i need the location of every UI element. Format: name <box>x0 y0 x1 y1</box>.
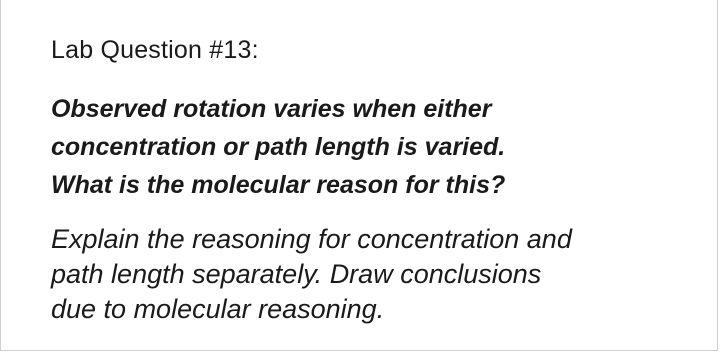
instruction-line: due to molecular reasoning. <box>51 294 385 324</box>
instruction-line: path length separately. Draw conclusions <box>51 259 542 289</box>
question-heading: Lab Question #13: <box>51 36 259 64</box>
question-line: Observed rotation varies when either <box>51 95 492 123</box>
instructions-text <box>51 222 701 327</box>
question-line: What is the molecular reason for this? <box>51 171 506 199</box>
question-text <box>51 90 671 204</box>
instruction-line: Explain the reasoning for concentration and <box>51 224 572 254</box>
question-line: concentration or path length is varied. <box>51 133 506 161</box>
